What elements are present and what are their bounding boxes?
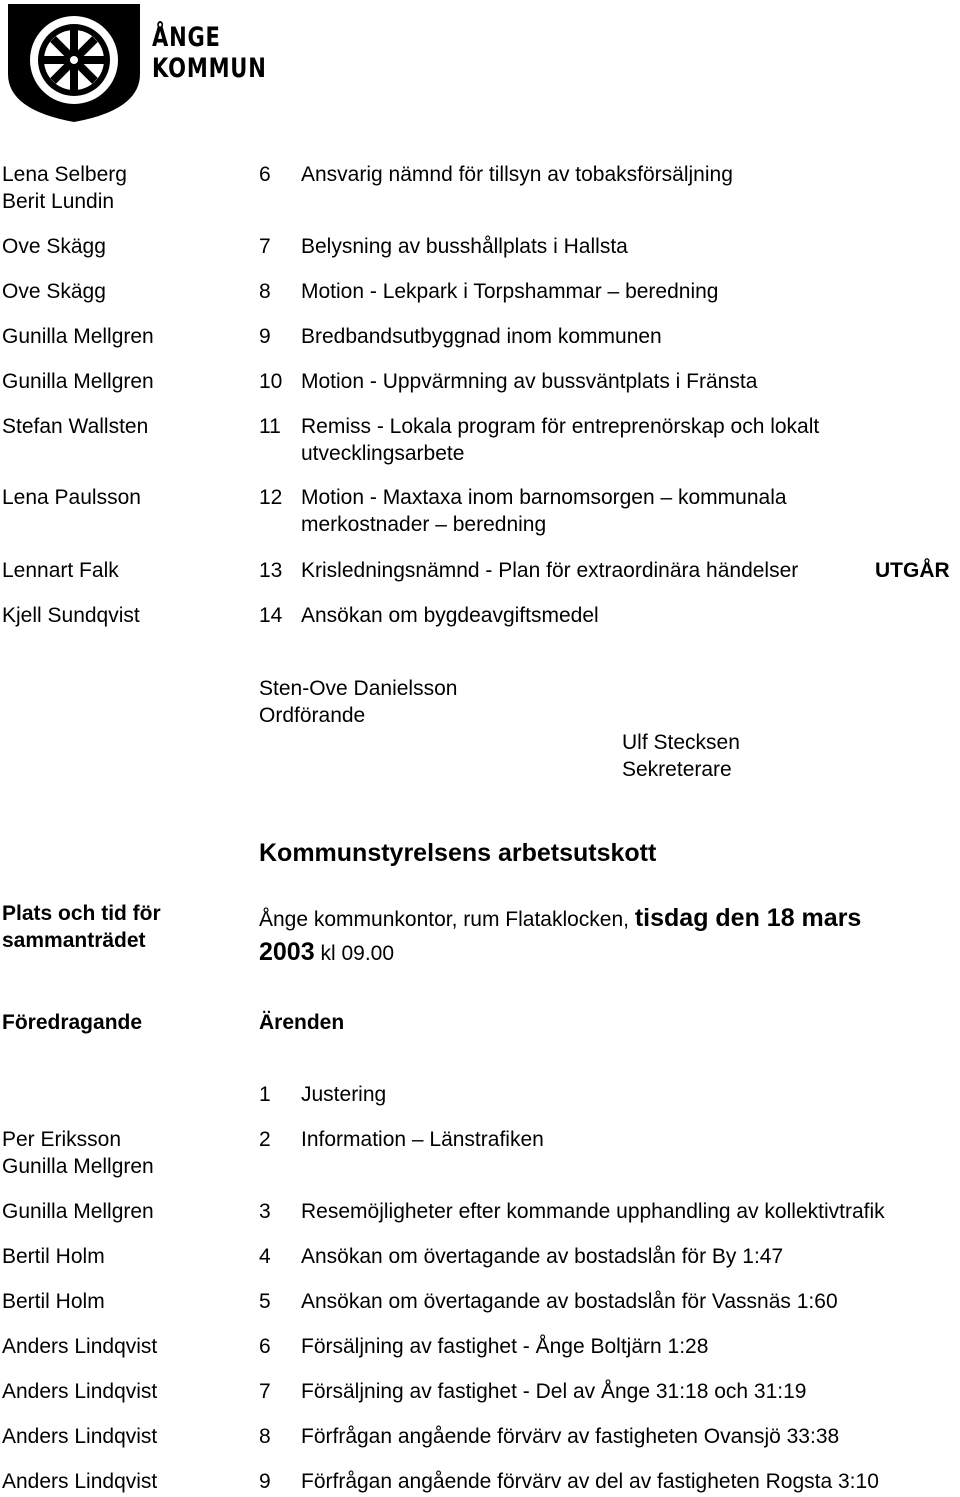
item-number: 9 [259, 325, 271, 348]
chair-name: Sten-Ove Danielsson [259, 677, 458, 700]
presenter-heading: Föredragande [2, 1011, 143, 1034]
place-text: Ånge kommunkontor, rum Flataklocken, [259, 908, 635, 931]
list-item [0, 233, 960, 260]
item-title: Försäljning av fastighet - Ånge Boltjärn 1:28 [301, 1335, 709, 1358]
item-number: 4 [259, 1245, 271, 1268]
presenter-name: Anders Lindqvist [2, 1335, 158, 1358]
item-number: 8 [259, 1425, 271, 1448]
item-title: Ansökan om övertagande av bostadslån för Vassnäs 1:60 [301, 1290, 838, 1313]
item-number: 5 [259, 1290, 271, 1313]
item-title: Belysning av busshållplats i Hallsta [301, 235, 628, 258]
logo-line-2: KOMMUN [152, 53, 267, 84]
presenter-name: Kjell Sundqvist [2, 604, 140, 627]
list-item [0, 1126, 960, 1178]
list-item [0, 161, 960, 213]
presenter-name: Anders Lindqvist [2, 1470, 158, 1493]
meeting-place-time [259, 902, 861, 970]
item-number: 7 [259, 1380, 271, 1403]
item-title: Information – Länstrafiken [301, 1128, 544, 1151]
item-number: 6 [259, 1335, 271, 1358]
list-item [0, 1243, 960, 1270]
status-badge: UTGÅR [875, 559, 950, 582]
item-title: Remiss - Lokala program för entreprenörskap och lokalt [301, 415, 820, 438]
presenter-name: Berit Lundin [2, 190, 115, 213]
list-item [0, 323, 960, 350]
items-heading: Ärenden [259, 1011, 345, 1034]
list-item [0, 1423, 960, 1450]
list-item [0, 1468, 960, 1495]
item-title: Krisledningsnämnd - Plan för extraordinära händelser [301, 559, 799, 582]
item-title-continued: merkostnader – beredning [301, 513, 547, 536]
list-item [0, 368, 960, 395]
place-label [2, 900, 161, 954]
chair-title: Ordförande [259, 704, 366, 727]
logo-wordmark [152, 22, 267, 84]
item-number: 2 [259, 1128, 271, 1151]
presenter-name: Gunilla Mellgren [2, 325, 154, 348]
place-label-line-1: Plats och tid för [2, 902, 161, 925]
presenter-name: Bertil Holm [2, 1245, 105, 1268]
presenter-name: Stefan Wallsten [2, 415, 149, 438]
presenter-name: Gunilla Mellgren [2, 1155, 154, 1178]
logo-line-1: ÅNGE [152, 22, 221, 53]
presenter-name: Gunilla Mellgren [2, 370, 154, 393]
item-title: Förfrågan angående förvärv av fastigheten Ovansjö 33:38 [301, 1425, 840, 1448]
list-item [0, 413, 960, 465]
item-number: 11 [259, 415, 281, 438]
committee-title: Kommunstyrelsens arbetsutskott [259, 839, 657, 867]
list-item [0, 1333, 960, 1360]
presenter-name: Bertil Holm [2, 1290, 105, 1313]
presenter-name: Lennart Falk [2, 559, 119, 582]
item-title: Motion - Lekpark i Torpshammar – beredning [301, 280, 719, 303]
item-title: Ansvarig nämnd för tillsyn av tobaksförsäljning [301, 163, 733, 186]
list-item [0, 1198, 960, 1225]
item-title: Bredbandsutbyggnad inom kommunen [301, 325, 662, 348]
item-title: Motion - Maxtaxa inom barnomsorgen – kommunala [301, 486, 787, 509]
item-title: Ansökan om övertagande av bostadslån för By 1:47 [301, 1245, 784, 1268]
secretary-title: Sekreterare [622, 758, 732, 781]
item-number: 13 [259, 559, 283, 582]
item-number: 8 [259, 280, 271, 303]
presenter-name: Anders Lindqvist [2, 1380, 158, 1403]
item-title: Resemöjligheter efter kommande upphandling av kollektivtrafik [301, 1200, 885, 1223]
item-number: 14 [259, 604, 283, 627]
item-title: Motion - Uppvärmning av bussväntplats i Fränsta [301, 370, 758, 393]
list-item [0, 557, 960, 584]
presenter-name: Per Eriksson [2, 1128, 122, 1151]
presenter-name: Ove Skägg [2, 280, 106, 303]
wheel-emblem-icon [4, 2, 144, 124]
secretary-name: Ulf Stecksen [622, 731, 740, 754]
list-item [0, 484, 960, 536]
presenter-name: Ove Skägg [2, 235, 106, 258]
municipality-logo [4, 2, 267, 127]
item-number: 12 [259, 486, 283, 509]
meeting-date: tisdag den 18 mars [634, 904, 862, 932]
meeting-time: kl 09.00 [314, 942, 395, 965]
presenter-name: Gunilla Mellgren [2, 1200, 154, 1223]
list-item [0, 1288, 960, 1315]
place-label-line-2: sammanträdet [2, 929, 146, 952]
item-number: 1 [259, 1083, 271, 1106]
item-title: Justering [301, 1083, 387, 1106]
item-number: 3 [259, 1200, 271, 1223]
item-title-continued: utvecklingsarbete [301, 442, 465, 465]
presenter-name: Lena Paulsson [2, 486, 141, 509]
item-title: Ansökan om bygdeavgiftsmedel [301, 604, 599, 627]
presenter-name: Lena Selberg [2, 163, 127, 186]
presenter-name: Anders Lindqvist [2, 1425, 158, 1448]
item-number: 7 [259, 235, 271, 258]
list-item [0, 1378, 960, 1405]
list-item [0, 278, 960, 305]
meeting-year: 2003 [259, 938, 315, 966]
list-item [0, 602, 960, 629]
item-title: Förfrågan angående förvärv av del av fastigheten Rogsta 3:10 [301, 1470, 879, 1493]
item-title: Försäljning av fastighet - Del av Ånge 31:18 och 31:19 [301, 1380, 807, 1403]
item-number: 10 [259, 370, 283, 393]
item-number: 9 [259, 1470, 271, 1493]
item-number: 6 [259, 163, 271, 186]
list-item [0, 1081, 960, 1108]
